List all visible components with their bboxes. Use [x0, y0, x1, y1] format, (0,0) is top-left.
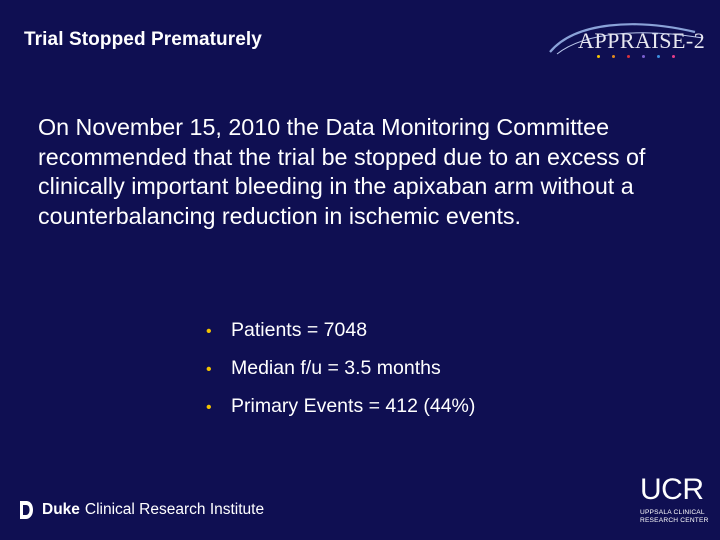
bullet-dot-icon: • [206, 399, 212, 416]
ucr-line-2: RESEARCH CENTER [640, 517, 709, 524]
logo-dot-icon [657, 55, 660, 58]
appraise-dots [597, 55, 675, 58]
bullet-list [206, 319, 475, 433]
appraise-logo [545, 14, 715, 74]
logo-dot-icon [612, 55, 615, 58]
bullet-dot-icon: • [206, 361, 212, 378]
bullet-text: Patients = 7048 [231, 319, 368, 341]
slide-title: Trial Stopped Prematurely [24, 29, 262, 50]
ucr-line-1: UPPSALA CLINICAL [640, 509, 705, 516]
duke-name: Duke [42, 501, 80, 518]
bullet-item [206, 357, 475, 395]
bullet-item [206, 319, 475, 357]
duke-logo [17, 498, 264, 522]
bullet-text: Median f/u = 3.5 months [231, 357, 441, 379]
ucr-logo-text: UCR [640, 473, 704, 506]
logo-dot-icon [597, 55, 600, 58]
logo-dot-icon [672, 55, 675, 58]
bullet-item [206, 395, 475, 433]
duke-institute-name: Clinical Research Institute [84, 501, 265, 518]
bullet-dot-icon: • [206, 323, 212, 340]
ucr-logo [640, 475, 710, 525]
body-paragraph: On November 15, 2010 the Data Monitoring Committee recommended that the trial be stopped due to an excess of clinically important bleeding in the apixaban arm without a counterbalancing reduction in ischemic events. [38, 114, 646, 229]
appraise-logo-text: APPRAISE-2 [578, 28, 706, 53]
duke-shield-icon [17, 499, 35, 521]
logo-dot-icon [627, 55, 630, 58]
logo-dot-icon [642, 55, 645, 58]
bullet-text: Primary Events = 412 (44%) [231, 395, 476, 417]
